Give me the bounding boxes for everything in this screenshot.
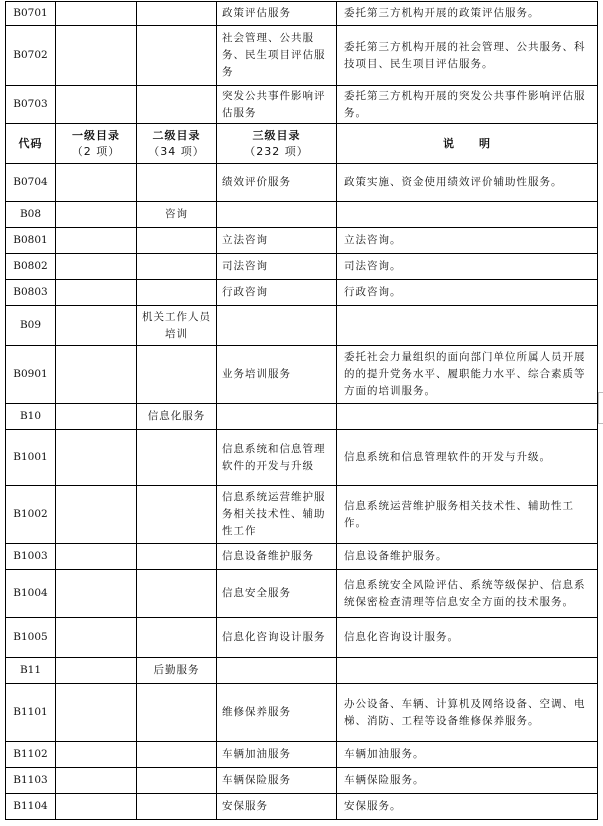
header-level1-title: 一级目录 (72, 128, 120, 142)
code-cell: B08 (6, 202, 56, 228)
level2-cell (137, 228, 217, 254)
description-cell: 信息系统运营维护服务相关技术性、辅助性工作。 (337, 486, 598, 544)
level2-cell: 信息化服务 (137, 404, 217, 430)
code-cell: B0704 (6, 164, 56, 202)
level1-cell (56, 658, 137, 684)
level2-cell (137, 618, 217, 658)
level1-cell (56, 228, 137, 254)
description-cell: 车辆加油服务。 (337, 742, 598, 768)
level2-cell (137, 254, 217, 280)
description-cell (337, 202, 598, 228)
level1-cell (56, 280, 137, 306)
level1-cell (56, 618, 137, 658)
level1-cell (56, 486, 137, 544)
level1-cell (56, 768, 137, 794)
level3-cell: 安保服务 (217, 794, 337, 820)
header-code (6, 124, 56, 164)
page-edge-mark (598, 392, 603, 424)
table-row (6, 2, 598, 26)
table-row (6, 618, 598, 658)
level3-cell: 车辆保险服务 (217, 768, 337, 794)
description-cell: 委托第三方机构开展的政策评估服务。 (337, 2, 598, 26)
level1-cell (56, 794, 137, 820)
code-cell: B0801 (6, 228, 56, 254)
code-cell: B1103 (6, 768, 56, 794)
level3-cell: 信息系统运营维护服务相关技术性、辅助性工作 (217, 486, 337, 544)
level2-cell (137, 742, 217, 768)
description-cell: 信息化咨询设计服务。 (337, 618, 598, 658)
code-cell: B1104 (6, 794, 56, 820)
level1-cell (56, 2, 137, 26)
code-cell: B1001 (6, 430, 56, 486)
level3-cell: 信息设备维护服务 (217, 544, 337, 570)
code-cell: B0803 (6, 280, 56, 306)
table-row (6, 570, 598, 618)
description-cell: 车辆保险服务。 (337, 768, 598, 794)
level3-cell: 信息系统和信息管理软件的开发与升级 (217, 430, 337, 486)
catalog-table (5, 1, 598, 820)
level3-cell (217, 202, 337, 228)
level3-cell: 信息安全服务 (217, 570, 337, 618)
level3-cell: 维修保养服务 (217, 684, 337, 742)
level1-cell (56, 684, 137, 742)
table-row (6, 346, 598, 404)
description-cell (337, 658, 598, 684)
level2-cell (137, 2, 217, 26)
table-row (6, 254, 598, 280)
level3-cell: 业务培训服务 (217, 346, 337, 404)
level2-cell (137, 280, 217, 306)
level3-cell: 社会管理、公共服务、民生项目评估服务 (217, 26, 337, 86)
level3-cell (217, 658, 337, 684)
code-cell: B0703 (6, 86, 56, 124)
level2-cell (137, 544, 217, 570)
header-code-title: 代码 (18, 136, 43, 150)
header-level3 (217, 124, 337, 164)
level3-cell (217, 306, 337, 346)
level1-cell (56, 346, 137, 404)
code-cell: B0802 (6, 254, 56, 280)
level1-cell (56, 202, 137, 228)
code-cell: B0701 (6, 2, 56, 26)
table-row (6, 544, 598, 570)
code-cell: B0901 (6, 346, 56, 404)
table-row (6, 684, 598, 742)
description-cell: 委托第三方机构开展的社会管理、公共服务、科技项目、民生项目评估服务。 (337, 26, 598, 86)
level3-cell: 政策评估服务 (217, 2, 337, 26)
description-cell: 立法咨询。 (337, 228, 598, 254)
header-level2-count: （34 项） (148, 144, 205, 158)
level1-cell (56, 742, 137, 768)
level1-cell (56, 26, 137, 86)
header-description (337, 124, 598, 164)
code-cell: B1005 (6, 618, 56, 658)
header-level1-count: （2 项） (71, 144, 121, 158)
level1-cell (56, 544, 137, 570)
level1-cell (56, 254, 137, 280)
table-row (6, 280, 598, 306)
description-cell (337, 306, 598, 346)
table-row (6, 742, 598, 768)
code-cell: B1004 (6, 570, 56, 618)
level2-cell (137, 346, 217, 404)
table-row (6, 86, 598, 124)
table-row (6, 404, 598, 430)
table-row (6, 768, 598, 794)
level1-cell (56, 430, 137, 486)
table-header-row (6, 124, 598, 164)
level3-cell: 信息化咨询设计服务 (217, 618, 337, 658)
table-row (6, 486, 598, 544)
level2-cell (137, 794, 217, 820)
level2-cell (137, 430, 217, 486)
table-row (6, 430, 598, 486)
level1-cell (56, 404, 137, 430)
level2-cell: 后勤服务 (137, 658, 217, 684)
description-cell: 委托社会力量组织的面向部门单位所属人员开展的的提升党务水平、履职能力水平、综合素质等方面的培训服务。 (337, 346, 598, 404)
code-cell: B10 (6, 404, 56, 430)
description-cell: 司法咨询。 (337, 254, 598, 280)
description-cell: 办公设备、车辆、计算机及网络设备、空调、电梯、消防、工程等设备维修保养服务。 (337, 684, 598, 742)
level1-cell (56, 164, 137, 202)
table-row (6, 228, 598, 254)
level2-cell (137, 768, 217, 794)
level2-cell (137, 86, 217, 124)
level1-cell (56, 306, 137, 346)
catalog-table-body (6, 2, 598, 820)
header-description-title: 说 明 (443, 136, 491, 150)
level3-cell: 立法咨询 (217, 228, 337, 254)
level2-cell (137, 684, 217, 742)
description-cell: 信息系统和信息管理软件的开发与升级。 (337, 430, 598, 486)
level3-cell: 绩效评价服务 (217, 164, 337, 202)
table-row (6, 164, 598, 202)
description-cell: 行政咨询。 (337, 280, 598, 306)
code-cell: B09 (6, 306, 56, 346)
table-row (6, 794, 598, 820)
level2-cell (137, 164, 217, 202)
table-row (6, 26, 598, 86)
header-level2-title: 二级目录 (152, 128, 201, 142)
level2-cell (137, 570, 217, 618)
header-level2 (137, 124, 217, 164)
code-cell: B1101 (6, 684, 56, 742)
level3-cell (217, 404, 337, 430)
level1-cell (56, 570, 137, 618)
description-cell (337, 404, 598, 430)
description-cell: 政策实施、资金使用绩效评价辅助性服务。 (337, 164, 598, 202)
code-cell: B11 (6, 658, 56, 684)
header-level3-title: 三级目录 (252, 128, 301, 142)
level3-cell: 司法咨询 (217, 254, 337, 280)
level3-cell: 行政咨询 (217, 280, 337, 306)
description-cell: 安保服务。 (337, 794, 598, 820)
level2-cell: 机关工作人员培训 (137, 306, 217, 346)
header-level1 (56, 124, 137, 164)
level1-cell (56, 86, 137, 124)
level2-cell (137, 26, 217, 86)
table-row (6, 202, 598, 228)
level3-cell: 车辆加油服务 (217, 742, 337, 768)
level3-cell: 突发公共事件影响评估服务 (217, 86, 337, 124)
code-cell: B0702 (6, 26, 56, 86)
header-level3-count: （232 项） (244, 144, 309, 158)
code-cell: B1003 (6, 544, 56, 570)
code-cell: B1002 (6, 486, 56, 544)
table-row (6, 658, 598, 684)
level2-cell (137, 486, 217, 544)
description-cell: 信息设备维护服务。 (337, 544, 598, 570)
description-cell: 信息系统安全风险评估、系统等级保护、信息系统保密检查清理等信息安全方面的技术服务。 (337, 570, 598, 618)
table-row (6, 306, 598, 346)
description-cell: 委托第三方机构开展的突发公共事件影响评估服务。 (337, 86, 598, 124)
code-cell: B1102 (6, 742, 56, 768)
level2-cell: 咨询 (137, 202, 217, 228)
